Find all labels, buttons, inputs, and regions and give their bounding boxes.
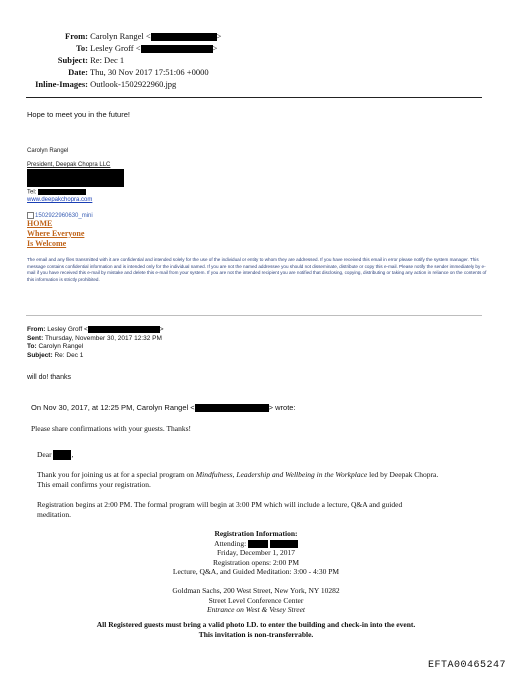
home-tagline: [27, 219, 84, 249]
header-images-value: Outlook-1502922960.jpg: [90, 79, 177, 89]
signature-name: Carolyn Rangel: [27, 148, 69, 154]
reg-date: Friday, December 1, 2017: [216, 548, 296, 558]
reg-venue: Goldman Sachs, 200 West Street, New York, NY 10282: [172, 585, 340, 595]
quoted1-from-row: [27, 326, 164, 335]
signature-title: President, Deepak Chopra LLC: [27, 162, 111, 168]
quoted1-sent-row: [27, 335, 164, 344]
reg-spacer: [0, 577, 512, 586]
home-line-2[interactable]: Where Everyone: [27, 229, 85, 238]
header-subject-value: Re: Dec 1: [90, 55, 125, 65]
header-to-label: To:: [76, 43, 88, 53]
quoted2-para1-b: led by Deepak Chopra.: [367, 470, 439, 479]
redaction-block: [141, 45, 213, 53]
header-to-suffix: >: [212, 43, 218, 53]
quoted1-from-value: Lesley Groff <: [47, 326, 88, 334]
confidentiality-disclaimer: The email and any files transmitted with it are confidential and intended solely for the use of the individual or entity to whom they are addressed. If you have received this email in error please notify the system manager. This message contains confidential information and is intended only for the individual named. If you are not the named addressee you should not disseminate, distribute or copy this e-mail. Please notify the sender immediately by e-mail if you have received this e-mail by mistake and delete this e-mail from your system. If you are not the intended recipient you are notified that disclosing, copying, distributing or taking any action in reliance on the contents of this information is strictly prohibited.: [27, 257, 487, 282]
redaction-block: [53, 450, 74, 460]
quoted1-body: will do! thanks: [27, 374, 71, 381]
reg-entrance: Entrance on West & Vesey Street: [207, 605, 305, 615]
tel-label: Tel:: [27, 189, 37, 196]
quoted2-para1-a: Thank you for joining us at for a special program on: [37, 470, 196, 479]
quoted1-subject-label: Subject:: [27, 351, 53, 359]
redaction-block: [27, 169, 97, 187]
quoted2-dear-label: Dear: [37, 450, 52, 459]
header-from-label: From:: [65, 31, 88, 41]
quoted2-dear: [37, 450, 73, 460]
quoted2-para2-line1: Registration begins at 2:00 PM. The formal program will begin at 3:00 PM which will include a lecture, Q&A and guided: [37, 500, 403, 509]
redaction-block: [151, 33, 217, 41]
header-subject-label: Subject:: [57, 55, 88, 65]
quoted2-wrote-line: [31, 403, 296, 412]
quoted1-header: [27, 326, 164, 360]
header-images-row: [0, 79, 176, 90]
reg-center: Street Level Conference Center: [208, 595, 304, 605]
redaction-block: [248, 540, 268, 548]
reg-title: Registration Information:: [214, 529, 298, 538]
notice-line-2: This invitation is non-transferrable.: [198, 629, 314, 639]
home-line-1[interactable]: HOME: [27, 219, 53, 228]
quoted2-para1-em: Mindfulness, Leadership and Wellbeing in the Workplace: [195, 470, 368, 479]
website-link[interactable]: www.deepakchopra.com: [27, 197, 93, 203]
quoted2-para1: [37, 470, 438, 490]
home-line-3[interactable]: Is Welcome: [27, 239, 67, 248]
redaction-block: [88, 326, 160, 333]
redaction-block: [270, 540, 298, 548]
quoted2-para2-line2: meditation.: [37, 510, 71, 519]
header-date-label: Date:: [68, 67, 88, 77]
header-from-value: Carolyn Rangel <: [90, 31, 151, 41]
registration-info: [0, 529, 512, 615]
reg-lecture: Lecture, Q&A, and Guided Meditation: 3:00 - 4:30 PM: [172, 567, 340, 577]
reply-body: Hope to meet you in the future!: [27, 110, 130, 119]
redaction-block: [195, 404, 269, 412]
quoted1-sent-value: Thursday, November 30, 2017 12:32 PM: [44, 334, 162, 342]
quoted2-para1-line1: [37, 470, 438, 480]
document-id: EFTA00465247: [427, 660, 506, 671]
header-from-row: [0, 31, 221, 42]
reg-opens: Registration opens: 2:00 PM: [212, 557, 300, 567]
reg-attending-row: [0, 539, 512, 549]
tel-row: [27, 189, 86, 197]
registration-notice: [0, 620, 512, 639]
header-subject-row: [0, 55, 124, 66]
header-from-suffix: >: [216, 31, 222, 41]
quoted2-wrote-prefix: On Nov 30, 2017, at 12:25 PM, Carolyn Rangel <: [31, 403, 195, 412]
header-to-value: Lesley Groff <: [90, 43, 141, 53]
quoted2-para2: [37, 500, 402, 520]
quoted1-subject-value: Re: Dec 1: [54, 351, 84, 359]
quoted2-para1-line2: This email confirms your registration.: [37, 480, 151, 489]
quoted1-to-value: Carolyn Rangel: [38, 343, 84, 351]
notice-line-1: All Registered guests must bring a valid photo I.D. to enter the building and check-in into the event.: [96, 620, 416, 629]
redaction-block: [38, 189, 86, 195]
header-to-row: [0, 43, 217, 54]
quoted2-wrote-suffix: > wrote:: [268, 403, 296, 412]
quoted1-subject-row: [27, 352, 164, 361]
quoted1-from-label: From:: [27, 326, 46, 334]
header-divider: [26, 97, 482, 98]
header-date-row: [0, 67, 209, 78]
quoted1-sent-label: Sent:: [27, 334, 44, 342]
broken-image-alt: 1502922960630_mini: [35, 213, 93, 220]
quoted1-to-row: [27, 343, 164, 352]
quoted1-to-label: To:: [27, 343, 37, 351]
redaction-block: [96, 169, 124, 187]
broken-image-icon: [27, 212, 34, 219]
header-images-label: Inline-Images:: [35, 79, 88, 89]
quoted2-line1: Please share confirmations with your guests. Thanks!: [31, 424, 192, 433]
reply-divider: [26, 315, 482, 316]
quoted1-from-suffix: >: [159, 326, 164, 334]
header-date-value: Thu, 30 Nov 2017 17:51:06 +0000: [89, 67, 209, 77]
reg-attending-label: Attending:: [214, 538, 247, 548]
quoted2-dear-comma: ,: [71, 450, 74, 459]
